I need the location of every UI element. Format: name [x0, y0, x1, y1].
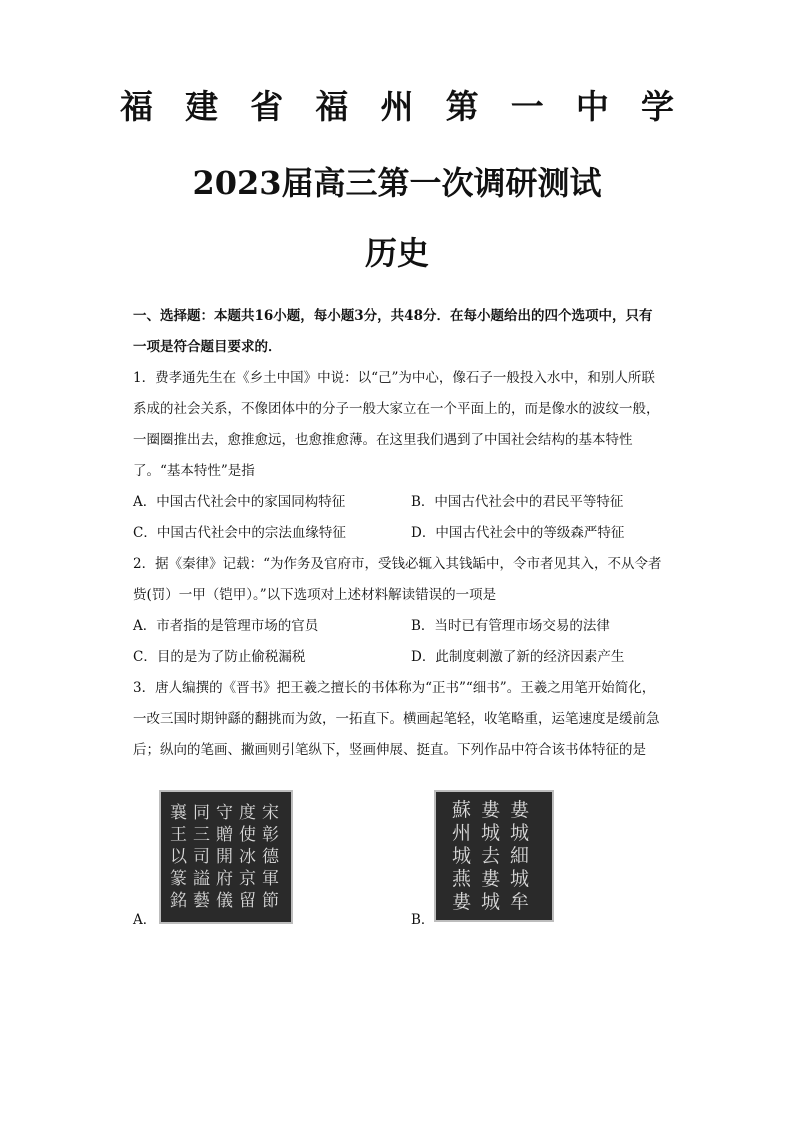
school-char: 州 — [380, 87, 414, 126]
seal-a-columns — [170, 802, 282, 912]
school-char: 建 — [185, 87, 219, 126]
seal-a-column: 同三司謚藝 — [193, 803, 210, 911]
seal-a-column: 守贈開府儀 — [216, 803, 233, 911]
school-char: 福 — [315, 87, 349, 126]
seal-b-column: 婁城細城牟 — [510, 798, 530, 913]
seal-a-column: 襄王以篆銘 — [170, 803, 187, 911]
school-name — [120, 82, 674, 132]
question-1-stem: 1．费孝通先生在《乡土中国》中说：以“己”为中心，像石子一般投入水中，和别人所联系成的社会关系，不像团体中的分子一般大家立在一个平面上的，而是像水的波纹一般，一圈圈推出去，愈推愈远，也愈推愈薄。在这里我们遇到了中国社会结构的基本特性了。“基本特性”是指 — [133, 370, 660, 479]
question-2-option-a[interactable]: A．市者指的是管理市场的官员 — [133, 618, 319, 634]
question-1-options-row-1 — [133, 487, 663, 518]
image-option-a-label[interactable]: A． — [133, 912, 157, 928]
question-3-stem: 3．唐人编撰的《晋书》把王羲之擅长的书体称为“正书”“细书”。王羲之用笔开始简化，一改三国时期钟繇的翻挑而为敛，一拓直下。横画起笔轻，收笔略重，运笔速度是缓前急后；纵向的笔画、撇画则引笔纵下，竖画伸展、挺直。下列作品中符合该书体特征的是 — [133, 680, 660, 758]
image-option-b-label[interactable]: B． — [411, 912, 435, 928]
school-char: 第 — [445, 87, 479, 126]
seal-b-column: 婁城去婁城 — [481, 798, 501, 913]
school-char: 中 — [575, 87, 609, 126]
question-2-stem: 2．据《秦律》记载：“为作务及官府市，受钱必辄入其钱缿中，令市者见其入，不从令者赀(罚）一甲（铠甲）。”以下选项对上述材料解读错误的一项是 — [133, 556, 662, 603]
question-3-image-options — [133, 790, 663, 930]
question-2-option-c[interactable]: C．目的是为了防止偷税漏税 — [133, 649, 306, 665]
exam-title: 2023届高三第一次调研测试 — [192, 164, 602, 202]
question-2-options-row-2 — [133, 642, 663, 673]
section-instructions: 一、选择题：本题共16小题，每小题3分，共48分．在每小题给出的四个选项中，只有一项是符合题目要求的． — [133, 308, 653, 355]
question-1-options-row-2 — [133, 518, 663, 549]
seal-a-column: 宋彰德軍節 — [262, 803, 279, 911]
school-char: 福 — [120, 87, 153, 126]
seal-script-image-b[interactable] — [434, 790, 554, 922]
school-char: 一 — [510, 87, 544, 126]
seal-b-columns — [452, 799, 536, 914]
question-1-option-c[interactable]: C．中国古代社会中的宗法血缘特征 — [133, 525, 346, 541]
seal-b-column: 蘇州城燕婁 — [452, 798, 472, 913]
question-1-option-a[interactable]: A．中国古代社会中的家国同构特征 — [133, 494, 346, 510]
subject-title: 历史 — [364, 234, 429, 272]
question-1-option-d[interactable]: D．中国古代社会中的等级森严特征 — [411, 525, 625, 541]
question-2-option-b[interactable]: B．当时已有管理市场交易的法律 — [411, 618, 610, 634]
question-1-option-b[interactable]: B．中国古代社会中的君民平等特征 — [411, 494, 624, 510]
question-2-option-d[interactable]: D．此制度刺激了新的经济因素产生 — [411, 649, 625, 665]
question-section — [133, 301, 663, 766]
question-2-options-row-1 — [133, 611, 663, 642]
school-char: 省 — [250, 87, 284, 126]
seal-script-image-a[interactable] — [159, 790, 293, 924]
school-char: 学 — [641, 87, 674, 126]
seal-a-column: 度使冰京留 — [239, 803, 256, 911]
